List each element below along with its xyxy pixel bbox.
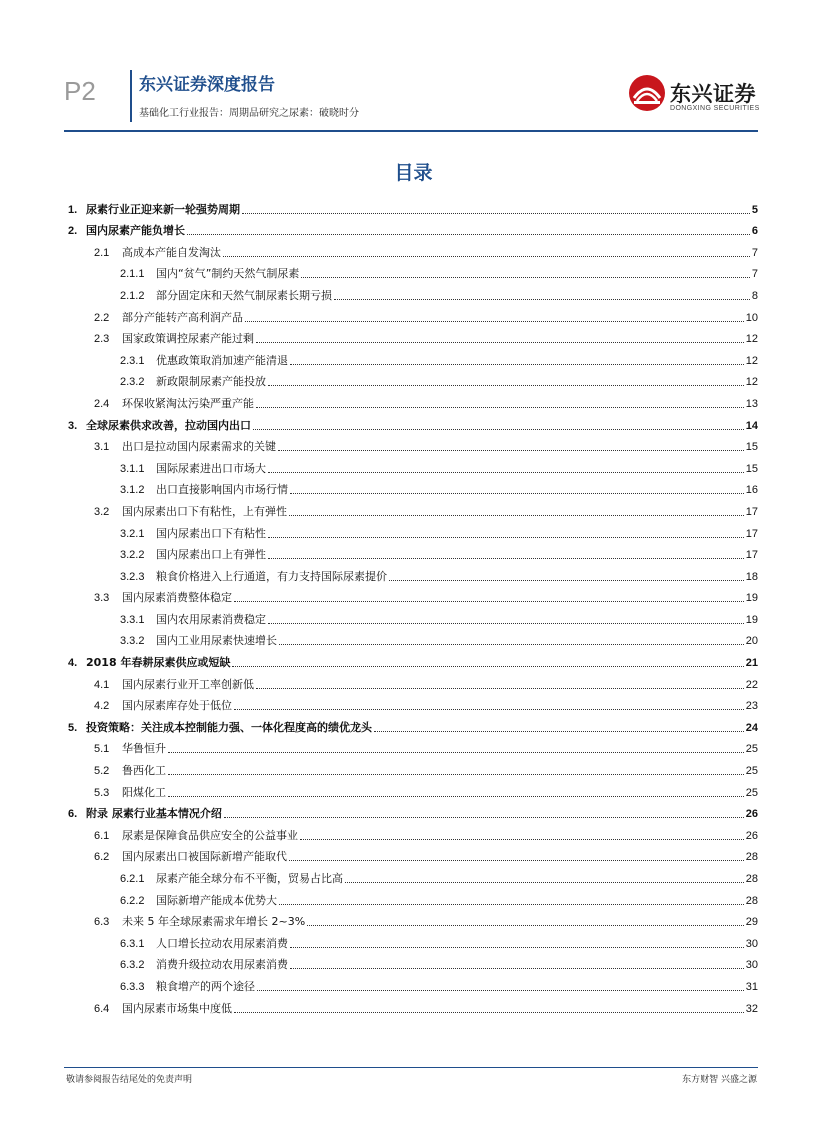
toc-entry-page: 18 [745, 570, 758, 583]
toc-entry-title: 高成本产能自发淘汰 [122, 245, 221, 259]
logo-text: 东兴证券 [670, 82, 756, 106]
toc-entry-page: 17 [745, 527, 758, 540]
toc-entry-page: 28 [745, 851, 758, 864]
toc-entry[interactable] [68, 217, 758, 239]
toc-entry-number: 5.2 [94, 765, 110, 778]
toc-entry-number: 3.3.1 [120, 613, 145, 626]
toc-entry[interactable] [68, 735, 758, 757]
toc-entry[interactable] [68, 778, 758, 800]
toc-entry-title: 优惠政策取消加速产能清退 [156, 353, 288, 367]
toc-entry[interactable] [68, 541, 758, 563]
toc-entry[interactable] [68, 972, 758, 994]
toc-entry-title: 国内尿素产能负增长 [86, 224, 185, 238]
toc-dot-leader [268, 471, 744, 473]
toc-entry[interactable] [68, 281, 758, 303]
toc-entry-title: 附录 尿素行业基本情况介绍 [86, 807, 222, 821]
toc-entry[interactable] [68, 454, 758, 476]
toc-entry-page: 25 [745, 743, 758, 756]
toc-entry-number: 3.2 [94, 505, 110, 518]
header-rule [64, 130, 758, 132]
toc-entry-page: 15 [745, 462, 758, 475]
toc-entry-title: 环保收紧淘汰污染严重产能 [122, 396, 254, 410]
toc-entry-title: 国内尿素库存处于低位 [122, 699, 232, 713]
toc-dot-leader [232, 665, 743, 667]
toc-entry[interactable] [68, 929, 758, 951]
toc-entry-page: 10 [745, 311, 758, 324]
footer-rule [64, 1067, 758, 1068]
toc-entry-number: 6.3.3 [120, 980, 145, 993]
toc-entry-title: 出口直接影响国内市场行情 [156, 483, 288, 497]
toc-entry-number: 4. [68, 657, 78, 670]
toc-dot-leader [290, 492, 744, 494]
toc-entry-number: 3.1.2 [120, 484, 145, 497]
toc-entry-page: 8 [751, 289, 758, 302]
toc-entry-title: 国内工业用尿素快速增长 [156, 634, 277, 648]
toc-dot-leader [279, 643, 744, 645]
toc-entry-title: 尿素是保障食品供应安全的公益事业 [122, 828, 298, 842]
toc-entry[interactable] [68, 195, 758, 217]
toc-entry[interactable] [68, 800, 758, 822]
toc-entry-number: 6.2 [94, 851, 110, 864]
toc-entry[interactable] [68, 605, 758, 627]
toc-entry-title: 人口增长拉动农用尿素消费 [156, 936, 288, 950]
toc-entry-page: 19 [745, 592, 758, 605]
toc-dot-leader [279, 903, 744, 905]
toc-entry[interactable] [68, 627, 758, 649]
toc-entry-title: 部分产能转产高利润产品 [122, 310, 243, 324]
toc-dot-leader [301, 276, 749, 278]
toc-entry-title: 华鲁恒升 [122, 742, 166, 756]
toc-entry-number: 3.3 [94, 592, 110, 605]
toc-dot-leader [253, 428, 744, 430]
toc-entry-title: 消费升级拉动农用尿素消费 [156, 958, 288, 972]
toc-entry-title: 国内尿素市场集中度低 [122, 1001, 232, 1015]
toc-entry-page: 6 [751, 225, 758, 238]
header-divider [130, 70, 132, 122]
toc-entry[interactable] [68, 908, 758, 930]
toc-entry-title: 国内尿素出口下有粘性，上有弹性 [122, 504, 287, 518]
toc-entry[interactable] [68, 411, 758, 433]
toc-entry-number: 3.2.2 [120, 549, 145, 562]
toc-entry-page: 21 [745, 657, 758, 670]
toc-dot-leader [168, 773, 744, 775]
toc-entry[interactable] [68, 886, 758, 908]
toc-entry-number: 2.3.1 [120, 354, 145, 367]
toc-dot-leader [345, 881, 744, 883]
company-logo [628, 74, 768, 124]
toc-dot-leader [187, 233, 750, 235]
toc-dot-leader [278, 449, 744, 451]
toc-entry[interactable] [68, 476, 758, 498]
footer-slogan: 东方财智 兴盛之源 [682, 1075, 757, 1085]
toc-entry-page: 19 [745, 613, 758, 626]
toc-entry[interactable] [68, 584, 758, 606]
toc-dot-leader [224, 816, 744, 818]
toc-entry-number: 6.3.1 [120, 937, 145, 950]
toc-entry-number: 5. [68, 721, 78, 734]
toc-entry-page: 30 [745, 959, 758, 972]
toc-entry-number: 4.2 [94, 700, 110, 713]
toc-dot-leader [223, 255, 750, 257]
toc-entry[interactable] [68, 821, 758, 843]
toc-dot-leader [256, 341, 744, 343]
table-of-contents [68, 195, 758, 1016]
toc-entry-page: 17 [745, 549, 758, 562]
toc-entry[interactable] [68, 238, 758, 260]
toc-entry[interactable] [68, 325, 758, 347]
toc-dot-leader [307, 924, 744, 926]
toc-entry-number: 5.3 [94, 786, 110, 799]
footer-disclaimer: 敬请参阅报告结尾处的免责声明 [66, 1075, 193, 1085]
page-number: P2 [64, 76, 96, 106]
toc-dot-leader [257, 989, 744, 991]
toc-entry-number: 6.4 [94, 1002, 110, 1015]
toc-dot-leader [234, 1011, 744, 1013]
toc-entry-page: 5 [751, 203, 758, 216]
toc-entry-title: 国内尿素消费整体稳定 [122, 591, 232, 605]
toc-dot-leader [389, 579, 744, 581]
toc-entry-page: 24 [745, 721, 758, 734]
toc-entry-page: 30 [745, 937, 758, 950]
toc-entry-number: 6. [68, 808, 78, 821]
toc-dot-leader [242, 212, 750, 214]
toc-entry-title: 投资策略：关注成本控制能力强、一体化程度高的绩优龙头 [86, 720, 372, 734]
toc-entry-number: 3.2.1 [120, 527, 145, 540]
toc-entry-title: 全球尿素供求改善，拉动国内出口 [86, 418, 251, 432]
toc-entry[interactable] [68, 843, 758, 865]
toc-entry-number: 2.1.1 [120, 268, 145, 281]
toc-dot-leader [268, 536, 744, 538]
toc-entry-page: 12 [745, 354, 758, 367]
toc-dot-leader [289, 859, 744, 861]
toc-entry[interactable] [68, 756, 758, 778]
toc-dot-leader [290, 967, 744, 969]
toc-entry-page: 13 [745, 397, 758, 410]
toc-entry-title: 国际新增产能成本优势大 [156, 893, 277, 907]
toc-dot-leader [245, 320, 744, 322]
toc-dot-leader [268, 622, 744, 624]
toc-entry-page: 12 [745, 333, 758, 346]
toc-entry-number: 4.1 [94, 678, 110, 691]
toc-entry-number: 2.1.2 [120, 289, 145, 302]
report-title: 东兴证券深度报告 [139, 75, 275, 95]
toc-entry-page: 7 [751, 246, 758, 259]
toc-entry-page: 25 [745, 765, 758, 778]
toc-entry[interactable] [68, 368, 758, 390]
toc-entry-number: 1. [68, 203, 78, 216]
toc-dot-leader [168, 795, 744, 797]
toc-entry-title: 国内尿素行业开工率创新低 [122, 677, 254, 691]
toc-entry-page: 15 [745, 441, 758, 454]
logo-english-text: DONGXING SECURITIES [670, 105, 760, 112]
toc-dot-leader [289, 514, 744, 516]
toc-entry-title: 鲁西化工 [122, 764, 166, 778]
toc-entry-page: 16 [745, 484, 758, 497]
toc-entry-title: 粮食增产的两个途径 [156, 979, 255, 993]
toc-entry-title: 2018 年春耕尿素供应或短缺 [86, 656, 231, 670]
toc-entry-number: 2.3 [94, 333, 110, 346]
toc-dot-leader [268, 557, 744, 559]
toc-entry[interactable] [68, 994, 758, 1016]
toc-entry[interactable] [68, 260, 758, 282]
toc-entry[interactable] [68, 346, 758, 368]
toc-entry-title: 国际尿素进出口市场大 [156, 461, 266, 475]
toc-dot-leader [234, 708, 744, 710]
toc-entry-title: 国家政策调控尿素产能过剩 [122, 332, 254, 346]
toc-entry[interactable] [68, 692, 758, 714]
toc-entry[interactable] [68, 864, 758, 886]
toc-entry-number: 6.2.1 [120, 873, 145, 885]
toc-dot-leader [268, 384, 744, 386]
toc-entry-number: 3.1.1 [120, 462, 145, 475]
toc-entry-title: 国内农用尿素消费稳定 [156, 612, 266, 626]
toc-entry-title: 尿素产能全球分布不平衡，贸易占比高 [156, 872, 343, 885]
logo-emblem-icon [628, 74, 666, 112]
toc-entry-title: 国内尿素出口下有粘性 [156, 526, 266, 540]
toc-heading: 目录 [394, 162, 433, 184]
toc-entry-number: 6.3.2 [120, 959, 145, 972]
toc-entry-page: 31 [745, 980, 758, 993]
toc-dot-leader [290, 363, 744, 365]
toc-entry-number: 2.2 [94, 311, 110, 324]
toc-dot-leader [374, 730, 744, 732]
toc-entry-number: 3. [68, 419, 78, 432]
toc-dot-leader [256, 406, 744, 408]
toc-entry[interactable] [68, 562, 758, 584]
toc-entry-title: 粮食价格进入上行通道，有力支持国际尿素提价 [156, 569, 387, 583]
toc-dot-leader [334, 298, 750, 300]
toc-entry-number: 3.2.3 [120, 570, 145, 583]
toc-entry-title: 出口是拉动国内尿素需求的关键 [122, 440, 276, 454]
toc-entry-title: 国内尿素出口上有弹性 [156, 548, 266, 562]
toc-entry-number: 3.3.2 [120, 635, 145, 648]
toc-entry-number: 2. [68, 225, 78, 238]
toc-entry-title: 阳煤化工 [122, 785, 166, 799]
toc-entry-page: 32 [745, 1002, 758, 1015]
toc-entry-title: 尿素行业正迎来新一轮强势周期 [86, 202, 240, 216]
toc-entry-number: 6.1 [94, 829, 110, 842]
toc-entry-title: 部分固定床和天然气制尿素长期亏损 [156, 288, 332, 302]
toc-entry[interactable] [68, 497, 758, 519]
toc-entry[interactable] [68, 713, 758, 735]
toc-entry-title: 新政限制尿素产能投放 [156, 375, 266, 389]
toc-entry-page: 26 [745, 829, 758, 842]
toc-entry[interactable] [68, 519, 758, 541]
toc-entry-page: 29 [745, 916, 758, 929]
toc-dot-leader [290, 946, 744, 948]
toc-entry-page: 28 [745, 873, 758, 885]
toc-entry-number: 6.3 [94, 916, 110, 929]
toc-entry[interactable] [68, 303, 758, 325]
toc-dot-leader [168, 751, 744, 753]
toc-dot-leader [300, 838, 744, 840]
toc-entry-page: 7 [751, 268, 758, 281]
toc-entry[interactable] [68, 648, 758, 670]
toc-entry-page: 28 [745, 894, 758, 907]
toc-entry[interactable] [68, 670, 758, 692]
toc-entry-page: 22 [745, 678, 758, 691]
toc-entry-number: 2.4 [94, 397, 110, 410]
toc-entry-title: 国内尿素出口被国际新增产能取代 [122, 850, 287, 864]
toc-entry-title: 未来 5 年全球尿素需求年增长 2~3% [122, 915, 306, 929]
toc-entry-number: 5.1 [94, 743, 110, 756]
report-subtitle: 基础化工行业报告：周期品研究之尿素：破晓时分 [139, 108, 359, 119]
toc-entry-page: 26 [745, 808, 758, 821]
toc-entry-title: 国内“贫气”制约天然气制尿素 [156, 267, 300, 281]
toc-entry[interactable] [68, 389, 758, 411]
toc-entry[interactable] [68, 951, 758, 973]
toc-entry-page: 12 [745, 376, 758, 389]
toc-entry-number: 2.3.2 [120, 376, 145, 389]
toc-entry-page: 20 [745, 635, 758, 648]
toc-entry-page: 14 [745, 419, 758, 432]
toc-dot-leader [256, 687, 744, 689]
toc-entry-number: 2.1 [94, 246, 110, 259]
toc-entry-page: 23 [745, 700, 758, 713]
toc-entry[interactable] [68, 433, 758, 455]
toc-entry-number: 3.1 [94, 441, 110, 454]
toc-dot-leader [234, 600, 744, 602]
toc-entry-number: 6.2.2 [120, 894, 145, 907]
toc-entry-page: 17 [745, 505, 758, 518]
toc-entry-page: 25 [745, 786, 758, 799]
